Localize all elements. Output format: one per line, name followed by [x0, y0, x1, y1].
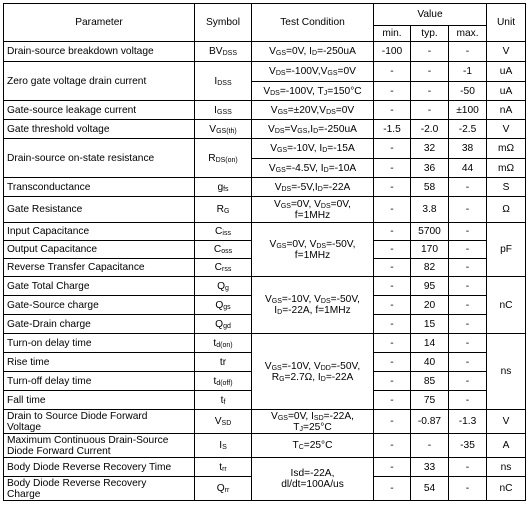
unit: Ω [487, 197, 526, 223]
symbol [195, 434, 252, 458]
parameter-name: Body Diode Reverse Recovery Charge [4, 477, 195, 501]
value-min: - [374, 410, 411, 434]
value-max: - [449, 334, 487, 353]
value-max: - [449, 277, 487, 296]
table-row [4, 223, 526, 241]
symbol [195, 353, 252, 372]
unit: nC [487, 277, 526, 334]
test-condition: $V_{GS}=-4.5V$, $I_D=-10A$ [252, 159, 374, 178]
table-row [4, 434, 526, 458]
table-row [4, 139, 526, 159]
parameter-name: Gate Total Charge [4, 277, 195, 296]
unit: mΩ [487, 139, 526, 159]
table-row [4, 410, 526, 434]
symbol [195, 477, 252, 501]
value-max: - [449, 178, 487, 197]
symbol-main: V [214, 416, 222, 427]
value-min: - [374, 223, 411, 241]
symbol [195, 223, 252, 241]
symbol-subscript: GS(th) [216, 127, 237, 135]
symbol-subscript: SD [221, 420, 232, 427]
value-typ: 40 [411, 353, 449, 372]
symbol-main: tr [219, 356, 227, 368]
value-min: - [374, 159, 411, 178]
header-max: max. [449, 26, 487, 42]
value-max: 44 [449, 159, 487, 178]
table-row [4, 42, 526, 62]
test-condition: $V_{GS}=-10V$, $V_{DS}=-50V$, $I_D=-22A$, f=1MHz [252, 277, 374, 334]
unit: A [487, 434, 526, 458]
symbol [195, 259, 252, 277]
symbol-main: Q [215, 318, 224, 330]
symbol-subscript: fs [223, 185, 229, 193]
symbol-subscript: iss [222, 230, 231, 237]
value-typ: 32 [411, 139, 449, 159]
value-typ: 82 [411, 259, 449, 277]
unit: ns [487, 458, 526, 477]
value-typ: - [411, 42, 449, 62]
value-max: -1 [449, 62, 487, 82]
symbol [195, 139, 252, 178]
test-condition: $V_{GS}=0V$, $V_{DS}=0V$, f=1MHz [252, 197, 374, 223]
unit: V [487, 42, 526, 62]
value-max: - [449, 259, 487, 277]
parameter-name: Drain-source on-state resistance [4, 139, 195, 178]
value-min: - [374, 458, 411, 477]
symbol-main: t [219, 461, 223, 473]
test-condition: $V_{GS}=\pm 20V,V_{DS}=0V$ [252, 101, 374, 120]
symbol [195, 315, 252, 334]
symbol-main: BV [209, 46, 223, 57]
test-condition: $V_{GS}=0V$, $V_{DS}=-50V$, f=1MHz [252, 223, 374, 277]
symbol-main: Q [215, 299, 224, 311]
symbol-main: I [214, 104, 218, 116]
value-typ: -0.87 [411, 410, 449, 434]
symbol-main: I [219, 440, 223, 451]
symbol-main: Q [217, 280, 226, 292]
electrical-characteristics-table [3, 3, 526, 501]
value-min: - [374, 434, 411, 458]
value-min: - [374, 241, 411, 259]
symbol-subscript: d(off) [216, 379, 233, 387]
value-max: - [449, 391, 487, 410]
value-typ: 85 [411, 372, 449, 391]
symbol [195, 120, 252, 139]
value-max: - [449, 315, 487, 334]
symbol-main: t [213, 375, 217, 387]
parameter-name: Fall time [4, 391, 195, 410]
test-condition: $V_{GS}=-10V$, $I_D=-15A$ [252, 139, 374, 159]
symbol-subscript: S [222, 444, 227, 451]
value-typ: 170 [411, 241, 449, 259]
parameter-name: Turn-on delay time [4, 334, 195, 353]
parameter-name: Output Capacitance [4, 241, 195, 259]
value-typ: - [411, 101, 449, 120]
value-typ: 58 [411, 178, 449, 197]
symbol-main: C [213, 244, 222, 255]
symbol-subscript: rr [224, 487, 230, 494]
value-min: - [374, 62, 411, 82]
parameter-name: Input Capacitance [4, 223, 195, 241]
symbol-subscript: GSS [217, 108, 232, 116]
value-min: - [374, 101, 411, 120]
value-typ: - [411, 62, 449, 82]
symbol-subscript: G [223, 208, 230, 215]
test-condition: $V_{DS}=-5V,I_D=-22A$ [252, 178, 374, 197]
table-row [4, 334, 526, 353]
table-body [4, 42, 526, 501]
parameter-name: Gate-Source charge [4, 296, 195, 315]
header-parameter: Parameter [4, 4, 195, 42]
symbol-main: t [213, 337, 217, 349]
test-condition: $V_{GS}=0V$, $I_D=-250uA$ [252, 42, 374, 62]
symbol-main: I [214, 75, 218, 87]
header-unit: Unit [487, 4, 526, 42]
parameter-name: Drain to Source Diode Forward Voltage [4, 410, 195, 434]
unit: V [487, 120, 526, 139]
test-condition: $T_C=25^\circ C$ [252, 434, 374, 458]
value-min: - [374, 178, 411, 197]
value-max: ±100 [449, 101, 487, 120]
value-min: - [374, 139, 411, 159]
test-condition: $V_{DS}=-100V$, $T_J=150^\circ C$ [252, 82, 374, 101]
parameter-name: Gate threshold voltage [4, 120, 195, 139]
value-min: -1.5 [374, 120, 411, 139]
value-min: -100 [374, 42, 411, 62]
value-max: - [449, 223, 487, 241]
symbol-main: C [214, 262, 222, 273]
unit: V [487, 410, 526, 434]
symbol-subscript: rss [222, 266, 232, 273]
value-typ: 20 [411, 296, 449, 315]
parameter-name: Gate-source leakage current [4, 101, 195, 120]
value-min: - [374, 372, 411, 391]
symbol [195, 241, 252, 259]
symbol-subscript: d(on) [216, 341, 233, 349]
symbol-subscript: g [225, 284, 229, 292]
unit: nC [487, 477, 526, 501]
value-typ: 36 [411, 159, 449, 178]
unit: uA [487, 62, 526, 82]
symbol [195, 277, 252, 296]
value-min: - [374, 353, 411, 372]
table-row [4, 277, 526, 296]
symbol [195, 458, 252, 477]
value-typ: 5700 [411, 223, 449, 241]
value-min: - [374, 391, 411, 410]
symbol [195, 296, 252, 315]
test-condition: $V_{GS}=-10V$, $V_{DD}=-50V$, $R_G=2.7\Omega$, $I_D=-22A$ [252, 334, 374, 410]
test-condition: Isd=-22A, dl/dt=100A/us [252, 458, 374, 501]
symbol-main: t [220, 394, 224, 406]
symbol-subscript: DS(on) [215, 156, 238, 164]
value-typ: 54 [411, 477, 449, 501]
symbol-subscript: DSS [217, 79, 232, 87]
symbol-subscript: rr [222, 465, 227, 473]
header-value: Value [374, 4, 487, 26]
parameter-name: Transconductance [4, 178, 195, 197]
parameter-name: Reverse Transfer Capacitance [4, 259, 195, 277]
symbol-subscript: f [223, 398, 226, 406]
header-test-condition: Test Condition [252, 4, 374, 42]
symbol-subscript: gd [223, 322, 231, 330]
table-row [4, 120, 526, 139]
value-min: - [374, 296, 411, 315]
header-min: min. [374, 26, 411, 42]
value-max: - [449, 241, 487, 259]
value-max: -50 [449, 82, 487, 101]
test-condition: $V_{DS}=V_{GS},I_D=-250uA$ [252, 120, 374, 139]
table-row [4, 62, 526, 82]
test-condition: $V_{GS}=0V$, $I_{SD}=-22A$, $T_J=25^\circ C$ [252, 410, 374, 434]
value-max: -2.5 [449, 120, 487, 139]
symbol [195, 372, 252, 391]
symbol [195, 197, 252, 223]
header-typ: typ. [411, 26, 449, 42]
parameter-name: Maximum Continuous Drain-Source Diode Forward Current [4, 434, 195, 458]
value-max: -1.3 [449, 410, 487, 434]
parameter-name: Body Diode Reverse Recovery Time [4, 458, 195, 477]
parameter-name: Turn-off delay time [4, 372, 195, 391]
value-typ: 15 [411, 315, 449, 334]
symbol-main: Q [216, 483, 225, 494]
value-max: - [449, 372, 487, 391]
value-min: - [374, 334, 411, 353]
parameter-name: Drain-source breakdown voltage [4, 42, 195, 62]
symbol [195, 101, 252, 120]
value-max: - [449, 197, 487, 223]
unit: uA [487, 82, 526, 101]
table-row [4, 178, 526, 197]
value-typ: - [411, 434, 449, 458]
value-min: - [374, 82, 411, 101]
value-min: - [374, 315, 411, 334]
test-condition: $V_{DS}=-100V,V_{GS}=0V$ [252, 62, 374, 82]
value-typ: 33 [411, 458, 449, 477]
symbol-subscript: DSS [222, 50, 237, 57]
value-typ: -2.0 [411, 120, 449, 139]
unit: ns [487, 334, 526, 410]
value-max: - [449, 353, 487, 372]
parameter-name: Gate Resistance [4, 197, 195, 223]
symbol-subscript: oss [221, 248, 233, 255]
value-typ: 75 [411, 391, 449, 410]
header-symbol: Symbol [195, 4, 252, 42]
symbol-main: R [216, 204, 224, 215]
table-row [4, 458, 526, 477]
symbol-main: V [209, 123, 217, 135]
parameter-name: Rise time [4, 353, 195, 372]
parameter-name: Gate-Drain charge [4, 315, 195, 334]
value-max: - [449, 477, 487, 501]
value-max: - [449, 458, 487, 477]
value-min: - [374, 277, 411, 296]
table-row [4, 197, 526, 223]
unit: S [487, 178, 526, 197]
value-typ: - [411, 82, 449, 101]
symbol [195, 391, 252, 410]
symbol-main: g [217, 181, 224, 193]
value-typ: 3.8 [411, 197, 449, 223]
symbol-subscript: gs [223, 303, 231, 311]
value-max: - [449, 42, 487, 62]
value-min: - [374, 477, 411, 501]
value-typ: 95 [411, 277, 449, 296]
value-typ: 14 [411, 334, 449, 353]
symbol [195, 334, 252, 353]
value-min: - [374, 259, 411, 277]
unit: mΩ [487, 159, 526, 178]
parameter-name: Zero gate voltage drain current [4, 62, 195, 101]
symbol [195, 42, 252, 62]
symbol [195, 178, 252, 197]
value-min: - [374, 197, 411, 223]
unit: pF [487, 223, 526, 277]
unit: nA [487, 101, 526, 120]
value-max: -35 [449, 434, 487, 458]
symbol [195, 62, 252, 101]
symbol-main: R [208, 152, 216, 164]
value-max: 38 [449, 139, 487, 159]
value-max: - [449, 296, 487, 315]
symbol-main: C [215, 226, 223, 237]
table-row [4, 101, 526, 120]
symbol [195, 410, 252, 434]
